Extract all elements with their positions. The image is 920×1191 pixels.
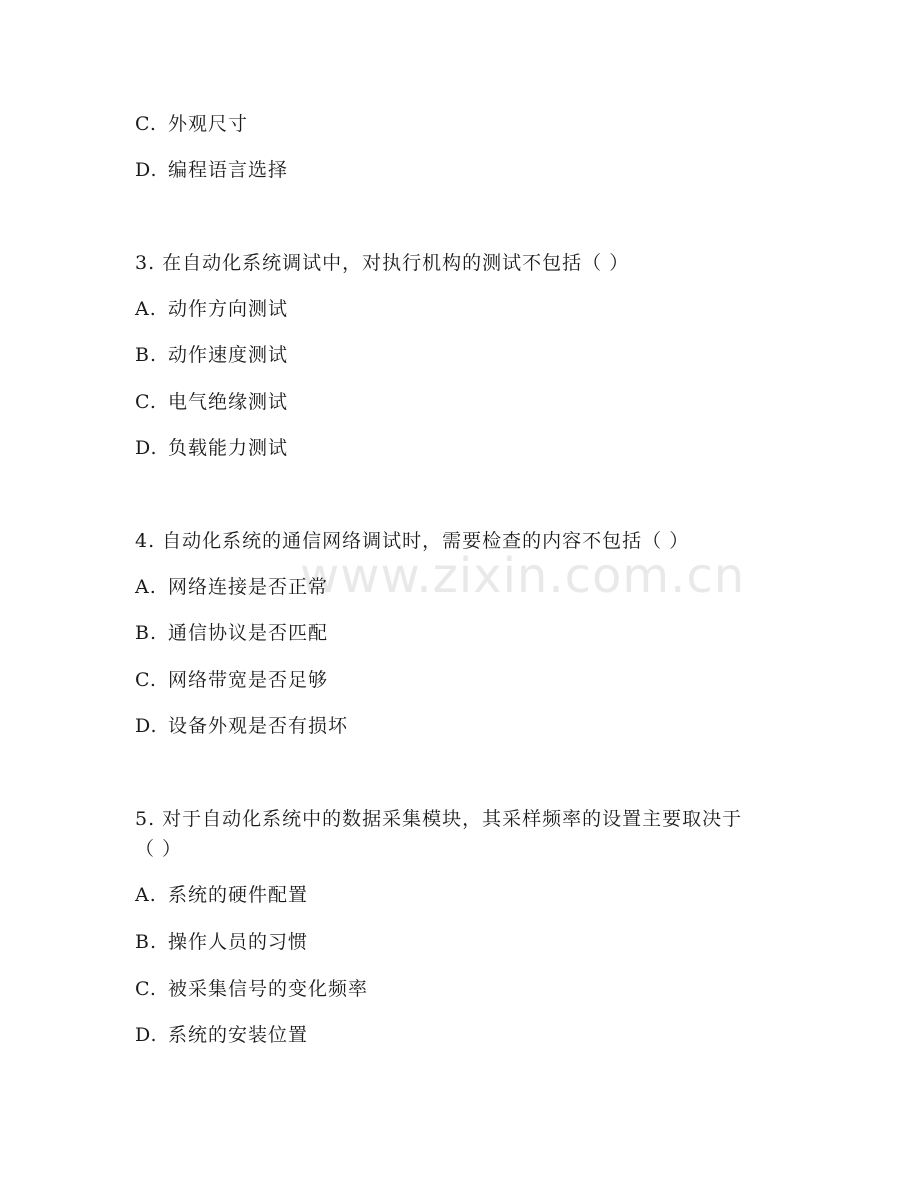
option-text: 动作速度测试 — [168, 344, 289, 366]
option-label: D. — [135, 1024, 158, 1046]
q5-stem-line1: 5. 对于自动化系统中的数据采集模块，其采样频率的设置主要取决于 — [135, 808, 743, 830]
q3-option-d — [135, 436, 288, 460]
q2-option-c — [135, 112, 248, 136]
option-text: 系统的安装位置 — [168, 1024, 309, 1046]
option-label: C. — [135, 669, 157, 691]
q5-option-b — [135, 930, 308, 954]
option-text: 系统的硬件配置 — [168, 884, 309, 906]
q4-option-d — [135, 714, 348, 738]
q5-stem-line2: （ ） — [135, 838, 183, 860]
option-text: 设备外观是否有损坏 — [168, 715, 349, 737]
option-label: B. — [135, 931, 158, 953]
q4-option-a — [135, 575, 328, 599]
q2-option-d — [135, 158, 288, 182]
watermark: www.zixin.com.cn — [300, 548, 746, 604]
option-label: A. — [135, 298, 157, 320]
q3-stem: 3. 在自动化系统调试中，对执行机构的测试不包括（ ） — [135, 252, 630, 274]
option-label: C. — [135, 391, 157, 413]
option-label: A. — [135, 576, 157, 598]
q3-option-c — [135, 390, 288, 414]
option-text: 电气绝缘测试 — [168, 391, 289, 413]
option-label: B. — [135, 344, 158, 366]
q5-option-a — [135, 883, 308, 907]
q4-stem: 4. 自动化系统的通信网络调试时，需要检查的内容不包括（ ） — [135, 530, 690, 552]
option-text: 通信协议是否匹配 — [168, 622, 329, 644]
option-label: D. — [135, 159, 158, 181]
option-label: A. — [135, 884, 157, 906]
option-text: 外观尺寸 — [168, 113, 249, 135]
q4-option-c — [135, 668, 328, 692]
option-text: 操作人员的习惯 — [168, 931, 309, 953]
q3-option-b — [135, 343, 288, 367]
option-text: 被采集信号的变化频率 — [168, 978, 369, 1000]
option-label: B. — [135, 622, 158, 644]
q5-option-d — [135, 1023, 308, 1047]
option-text: 网络连接是否正常 — [168, 576, 329, 598]
option-text: 动作方向测试 — [168, 298, 289, 320]
option-label: C. — [135, 978, 157, 1000]
option-text: 编程语言选择 — [168, 159, 289, 181]
option-label: D. — [135, 437, 158, 459]
option-label: D. — [135, 715, 158, 737]
option-text: 网络带宽是否足够 — [168, 669, 329, 691]
option-label: C. — [135, 113, 157, 135]
q3-option-a — [135, 297, 288, 321]
q4-option-b — [135, 621, 328, 645]
q5-option-c — [135, 977, 368, 1001]
option-text: 负载能力测试 — [168, 437, 289, 459]
